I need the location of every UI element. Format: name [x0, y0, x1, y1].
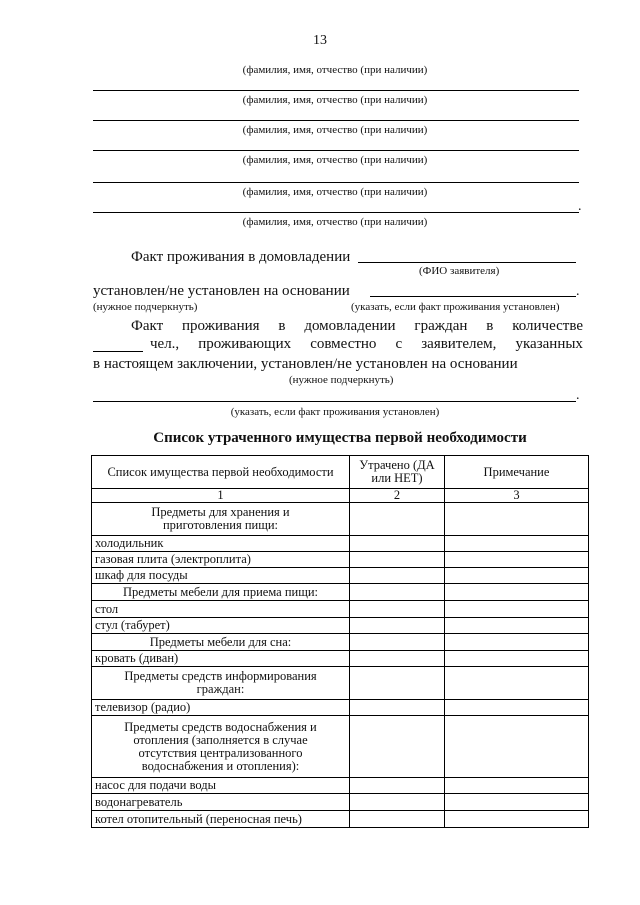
- table-title: Список утраченного имущества первой необходимости: [153, 430, 527, 446]
- fio-caption-3: (фамилия, имя, отчество (при наличии): [242, 124, 428, 136]
- note-cell: [445, 618, 589, 634]
- table-row: [92, 536, 589, 552]
- lost-cell: [350, 584, 445, 601]
- group-label: Предметы средств информирования граждан:: [92, 667, 350, 700]
- lost-cell: [350, 568, 445, 584]
- note-cell: [445, 794, 589, 811]
- table-group-row: [92, 503, 589, 536]
- end-dot: .: [576, 388, 580, 403]
- table-row: [92, 651, 589, 667]
- count-line: [93, 351, 143, 352]
- lost-cell: [350, 536, 445, 552]
- fio-caption-1: (фамилия, имя, отчество (при наличии): [242, 64, 428, 76]
- table-group-row: [92, 634, 589, 651]
- page-number: 13: [313, 33, 327, 48]
- lost-cell: [350, 716, 445, 778]
- end-dot: .: [576, 284, 580, 299]
- item-label: кровать (диван): [92, 651, 350, 667]
- underline-caption: (нужное подчеркнуть): [93, 301, 198, 313]
- table-group-row: [92, 716, 589, 778]
- table-row: [92, 811, 589, 828]
- lost-cell: [350, 700, 445, 716]
- note-cell: [445, 568, 589, 584]
- table-group-row: [92, 584, 589, 601]
- group-label: Предметы средств водоснабжения и отопления (заполняется в случае отсутствия централизованного водоснабжения и отопления):: [92, 716, 350, 778]
- header-note: Примечание: [445, 456, 589, 489]
- fio-caption-6: (фамилия, имя, отчество (при наличии): [242, 216, 428, 228]
- note-cell: [445, 584, 589, 601]
- fio-caption-2: (фамилия, имя, отчество (при наличии): [242, 94, 428, 106]
- item-label: водонагреватель: [92, 794, 350, 811]
- paragraph-2-line-1: Факт проживания в домовладении граждан в количестве: [131, 318, 583, 334]
- group-label: Предметы мебели для приема пищи:: [92, 584, 350, 601]
- fio-caption-4: (фамилия, имя, отчество (при наличии): [242, 154, 428, 166]
- header-lost: Утрачено (ДА или НЕТ): [350, 456, 445, 489]
- fio-line-5: [93, 182, 579, 183]
- group-label: Предметы мебели для сна:: [92, 634, 350, 651]
- fio-caption-5: (фамилия, имя, отчество (при наличии): [242, 186, 428, 198]
- lost-cell: [350, 601, 445, 618]
- lost-cell: [350, 552, 445, 568]
- fio-line-6: [93, 212, 579, 213]
- item-label: стол: [92, 601, 350, 618]
- table-row: [92, 568, 589, 584]
- table-row: [92, 601, 589, 618]
- table-row: [92, 618, 589, 634]
- applicant-line: [358, 262, 576, 263]
- note-cell: [445, 716, 589, 778]
- fio-line-3: [93, 120, 579, 121]
- item-label: телевизор (радио): [92, 700, 350, 716]
- note-cell: [445, 601, 589, 618]
- lost-property-table: [91, 455, 589, 828]
- table-row: [92, 778, 589, 794]
- item-label: шкаф для посуды: [92, 568, 350, 584]
- note-cell: [445, 667, 589, 700]
- lost-cell: [350, 634, 445, 651]
- lost-cell: [350, 503, 445, 536]
- note-cell: [445, 634, 589, 651]
- note-cell: [445, 700, 589, 716]
- paragraph-2-line-3: в настоящем заключении, установлен/не установлен на основании: [93, 356, 518, 372]
- item-label: насос для подачи воды: [92, 778, 350, 794]
- table-row: [92, 700, 589, 716]
- underline-caption-2: (нужное подчеркнуть): [289, 374, 394, 386]
- fio-line-2: [93, 90, 579, 91]
- group-label: Предметы для хранения и приготовления пищи:: [92, 503, 350, 536]
- basis-line: [370, 296, 576, 297]
- paragraph-2-line-2: чел., проживающих совместно с заявителем, указанных: [150, 336, 583, 352]
- specify-caption-2: (указать, если факт проживания установлен): [230, 406, 440, 418]
- established-basis-text: установлен/не установлен на основании: [93, 283, 350, 299]
- basis-line-2: [93, 401, 576, 402]
- item-label: котел отопительный (переносная печь): [92, 811, 350, 828]
- note-cell: [445, 536, 589, 552]
- specify-caption: (указать, если факт проживания установлен): [351, 301, 560, 313]
- applicant-caption: (ФИО заявителя): [419, 265, 500, 277]
- column-number-2: 2: [350, 489, 445, 503]
- column-number-3: 3: [445, 489, 589, 503]
- table-row: [92, 794, 589, 811]
- note-cell: [445, 651, 589, 667]
- lost-cell: [350, 778, 445, 794]
- fact-residence-text: Факт проживания в домовладении: [131, 249, 351, 265]
- item-label: газовая плита (электроплита): [92, 552, 350, 568]
- column-number-1: 1: [92, 489, 350, 503]
- item-label: холодильник: [92, 536, 350, 552]
- end-dot: .: [578, 199, 582, 214]
- item-label: стул (табурет): [92, 618, 350, 634]
- table-body: [92, 503, 589, 828]
- lost-cell: [350, 618, 445, 634]
- fio-line-4: [93, 150, 579, 151]
- note-cell: [445, 503, 589, 536]
- table-row: [92, 552, 589, 568]
- lost-cell: [350, 667, 445, 700]
- note-cell: [445, 552, 589, 568]
- note-cell: [445, 811, 589, 828]
- lost-cell: [350, 794, 445, 811]
- lost-cell: [350, 811, 445, 828]
- lost-cell: [350, 651, 445, 667]
- header-property-list: Список имущества первой необходимости: [92, 456, 350, 489]
- table-group-row: [92, 667, 589, 700]
- note-cell: [445, 778, 589, 794]
